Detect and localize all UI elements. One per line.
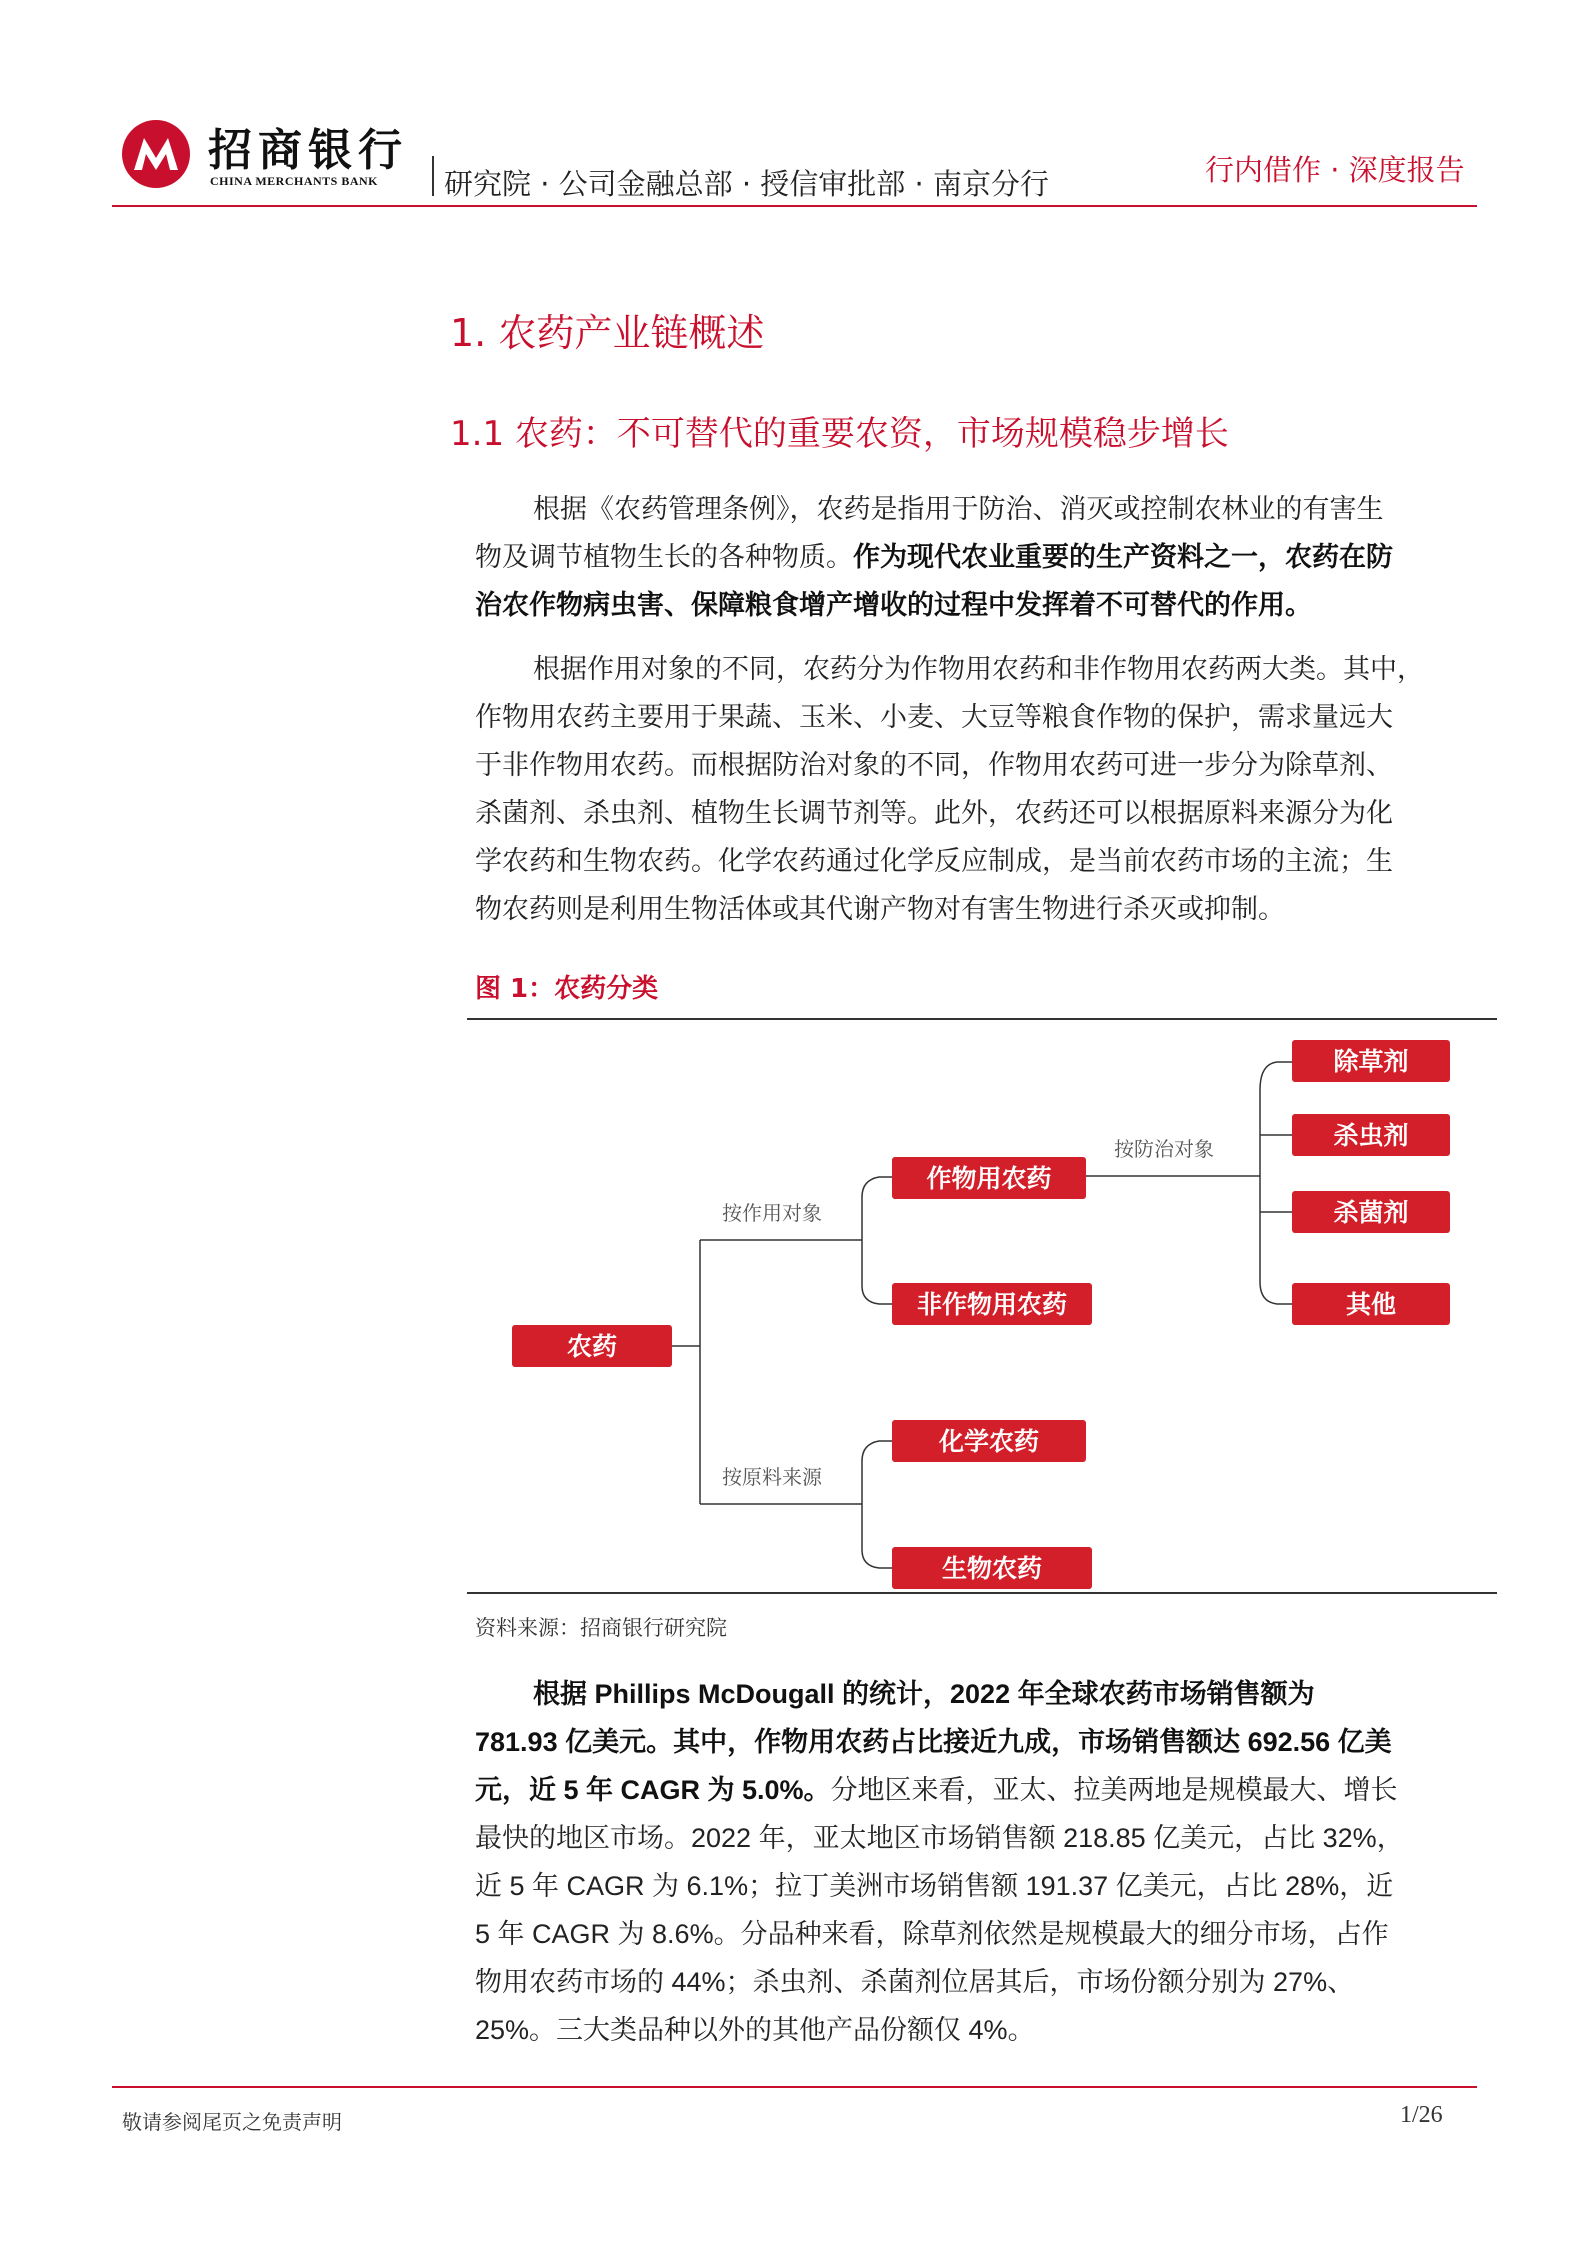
paragraph-line: 25%。三大类品种以外的其他产品份额仅 4%。	[475, 2015, 1035, 2045]
text-run: 物及调节植物生长的各种物质。	[475, 542, 853, 573]
paragraph-line: 物用农药市场的 44%；杀虫剂、杀菌剂位居其后，市场份额分别为 27%、	[475, 1967, 1355, 1997]
paragraph-definition	[475, 486, 1480, 630]
figure-source: 资料来源：招商银行研究院	[475, 1616, 727, 1640]
node-noncrop-label: 非作物用农药	[916, 1290, 1068, 1319]
page-number: 1/26	[1400, 2102, 1443, 2128]
node-fungicide	[1292, 1191, 1450, 1233]
paragraph-line	[475, 1670, 1480, 1718]
node-root-label: 农药	[566, 1332, 618, 1361]
header-divider	[112, 205, 1477, 207]
report-type-tag: 行内借作 · 深度报告	[1205, 153, 1465, 187]
paragraph-line: 物农药则是利用生物活体或其代谢产物对有害生物进行杀灭或抑制。	[475, 894, 1285, 925]
paragraph-line: 根据《农药管理条例》，农药是指用于防治、消灭或控制农林业的有害生	[533, 494, 1384, 525]
bold-text-run: 作为现代农业重要的生产资料之一，农药在防	[853, 542, 1393, 573]
paragraph-line: 最快的地区市场。2022 年，亚太地区市场销售额 218.85 亿美元，占比 32%，	[475, 1823, 1404, 1853]
edge-label-by-target: 按作用对象	[722, 1201, 822, 1225]
node-chem-label: 化学农药	[938, 1427, 1040, 1456]
node-crop-label: 作物用农药	[926, 1164, 1052, 1193]
node-other	[1292, 1283, 1450, 1325]
edge-label-by-source: 按原料来源	[722, 1465, 822, 1489]
paragraph-line: 近 5 年 CAGR 为 6.1%；拉丁美洲市场销售额 191.37 亿美元，占比 28%，近	[475, 1871, 1394, 1901]
bold-text-run: 治农作物病虫害、保障粮食增产增收的过程中发挥着不可替代的作用。	[475, 590, 1312, 621]
paragraph-market-stats	[475, 1670, 1480, 2054]
pesticide-classification-diagram	[467, 1020, 1497, 1592]
paragraph-line: 5 年 CAGR 为 8.6%。分品种来看，除草剂依然是规模最大的细分市场，占作	[475, 1919, 1389, 1949]
text-run: 分地区来看，亚太、拉美两地是规模最大、增长	[830, 1775, 1398, 1805]
section-heading: 1. 农药产业链概述	[450, 311, 765, 355]
node-insecticide-label: 杀虫剂	[1333, 1121, 1409, 1150]
connector-target-bracket	[862, 1177, 892, 1304]
paragraph-line	[475, 582, 1480, 630]
node-crop	[892, 1157, 1086, 1199]
node-fungicide-label: 杀菌剂	[1333, 1198, 1409, 1227]
header-separator	[432, 156, 434, 196]
node-herbicide	[1292, 1040, 1450, 1082]
logo-english-name: CHINA MERCHANTS BANK	[210, 174, 379, 188]
header-organizations: 研究院 · 公司金融总部 · 授信审批部 · 南京分行	[444, 167, 1049, 201]
node-bio-label: 生物农药	[941, 1554, 1043, 1583]
paragraph-classification	[475, 646, 1480, 934]
paragraph-line	[475, 534, 1480, 582]
paragraph-line: 杀菌剂、杀虫剂、植物生长调节剂等。此外，农药还可以根据原料来源分为化	[475, 798, 1393, 829]
node-herbicide-label: 除草剂	[1333, 1047, 1409, 1076]
figure-title: 图 1：农药分类	[475, 974, 659, 1004]
paragraph-line: 作物用农药主要用于果蔬、玉米、小麦、大豆等粮食作物的保护，需求量远大	[475, 702, 1393, 733]
edge-label-by-control: 按防治对象	[1114, 1137, 1214, 1161]
node-other-label: 其他	[1345, 1290, 1397, 1319]
paragraph-line	[475, 1766, 1480, 1814]
subsection-heading: 1.1 农药：不可替代的重要农资，市场规模稳步增长	[450, 414, 1229, 454]
logo-chinese-name: 招商银行	[208, 125, 408, 176]
paragraph-line	[475, 1718, 1480, 1766]
footer-disclaimer: 敬请参阅尾页之免责声明	[122, 2110, 342, 2134]
bold-text-run: 781.93 亿美元。其中，作物用农药占比接近九成，市场销售额达 692.56 亿美	[475, 1727, 1392, 1757]
paragraph-line: 于非作物用农药。而根据防治对象的不同，作物用农药可进一步分为除草剂、	[475, 750, 1393, 781]
node-chem	[892, 1420, 1086, 1462]
paragraph-line: 根据作用对象的不同，农药分为作物用农药和非作物用农药两大类。其中，	[533, 654, 1424, 685]
figure-bottom-rule	[467, 1592, 1497, 1594]
bold-text-run: 元，近 5 年 CAGR 为 5.0%。	[475, 1775, 831, 1805]
node-insecticide	[1292, 1114, 1450, 1156]
footer-divider	[112, 2086, 1477, 2088]
connector-control-bracket	[1260, 1062, 1292, 1304]
paragraph-line: 学农药和生物农药。化学农药通过化学反应制成，是当前农药市场的主流；生	[475, 846, 1393, 877]
node-root	[512, 1325, 672, 1367]
node-bio	[892, 1547, 1092, 1589]
node-noncrop	[892, 1283, 1092, 1325]
connector-source-bracket	[862, 1441, 892, 1568]
cmb-logo-icon	[120, 118, 192, 190]
bold-text-run: 根据 Phillips McDougall 的统计，2022 年全球农药市场销售额为	[533, 1679, 1315, 1709]
